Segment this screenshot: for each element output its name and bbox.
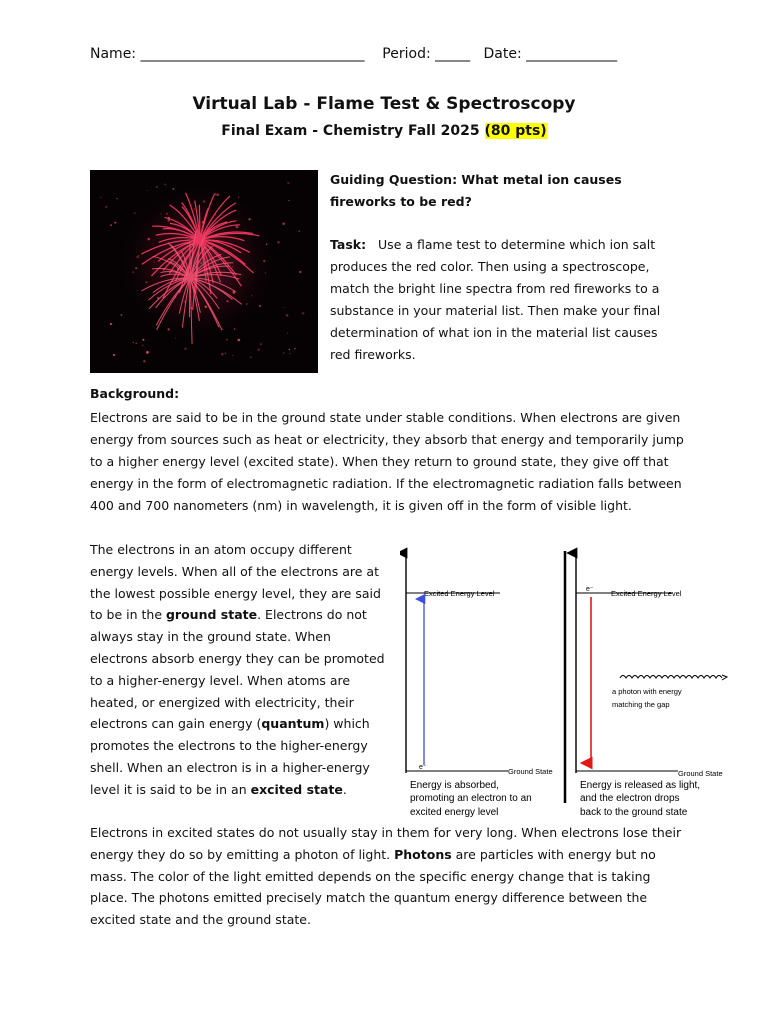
right-excited-label: Excited Energy Level <box>611 589 682 598</box>
firework-spark <box>232 355 233 356</box>
document-title: Virtual Lab - Flame Test & Spectroscopy <box>192 94 576 114</box>
guiding-question: Guiding Question: What metal ion causes fireworks to be red? <box>330 172 622 209</box>
firework-spark <box>287 332 288 333</box>
left-electron: e⁻ <box>419 764 427 771</box>
firework-spark <box>205 306 208 309</box>
firework-spark <box>146 351 149 354</box>
firework-spark <box>184 301 185 302</box>
firework-spark <box>167 219 170 222</box>
firework-spark <box>260 343 262 345</box>
firework-spark <box>222 329 223 330</box>
energy-levels-part4: . <box>342 781 347 797</box>
firework-spark <box>168 328 170 330</box>
firework-spark <box>175 337 176 338</box>
quantum-term: quantum <box>261 716 325 732</box>
photon-label-2: matching the gap <box>612 700 670 709</box>
firework-spark <box>174 296 176 298</box>
firework-spark <box>148 238 151 241</box>
firework-spark <box>183 266 185 268</box>
energy-level-diagram <box>400 545 740 825</box>
firework-spark <box>266 244 268 246</box>
date-label: Date: <box>483 46 522 62</box>
date-field[interactable]: _____________ <box>526 46 618 62</box>
firework-spark <box>114 222 116 224</box>
firework-ray <box>189 278 190 317</box>
firework-spark <box>250 356 252 358</box>
firework-spark <box>105 206 107 208</box>
firework-spark <box>226 300 229 303</box>
student-info-line <box>90 46 690 62</box>
firework-spark <box>251 295 252 296</box>
caption-left-2: promoting an electron to an <box>410 793 532 804</box>
left-excited-label: Excited Energy Level <box>424 589 495 598</box>
firework-spark <box>184 348 187 351</box>
firework-spark <box>200 262 202 264</box>
points-badge: (80 pts) <box>484 123 547 139</box>
firework-spark <box>100 197 101 198</box>
firework-spark <box>135 267 137 269</box>
firework-spark <box>216 194 219 197</box>
firework-spark <box>283 307 284 308</box>
firework-spark <box>143 360 145 362</box>
firework-spark <box>110 224 112 226</box>
firework-spark <box>138 255 139 256</box>
task-text: Use a flame test to determine which ion salt produces the red color. Then using a spectroscope, match the bright line spectra from red fireworks to a substance in your material list. Then make your final determination of what ion in the material list causes red fireworks. <box>330 237 661 362</box>
firework-spark <box>202 221 204 223</box>
firework-spark <box>215 214 217 216</box>
task-section <box>330 234 680 366</box>
firework-spark <box>225 353 226 354</box>
firework-spark <box>157 284 158 285</box>
firework-spark <box>145 281 147 283</box>
right-electron: e⁻ <box>586 586 594 593</box>
photon-part1: Electrons in excited states do not usually stay in them for very long. When electrons lose their energy they do so by emitting a photon of light. <box>90 825 682 862</box>
firework-spark <box>134 212 136 214</box>
name-field[interactable]: ________________________________ <box>140 46 365 62</box>
firework-spark <box>302 312 305 315</box>
caption-left-1: Energy is absorbed, <box>410 780 499 791</box>
firework-spark <box>265 272 266 273</box>
firework-spark <box>156 186 158 188</box>
photon-part2: are particles with energy but no mass. The color of the light emitted depends on the specific energy change that is taking place. The photons emitted precisely match the quantum energy difference between the excited state and the ground state. <box>90 846 656 928</box>
firework-spark <box>237 339 240 342</box>
firework-spark <box>234 328 236 330</box>
ground-state-term: ground state <box>165 607 258 623</box>
firework-spark <box>191 243 193 245</box>
caption-right-1: Energy is released as light, <box>580 780 701 791</box>
period-field[interactable]: _____ <box>435 46 471 62</box>
firework-spark <box>183 248 185 250</box>
firework-spark <box>142 339 144 341</box>
firework-spark <box>147 190 148 191</box>
firework-spark <box>246 303 248 305</box>
firework-spark <box>249 218 251 220</box>
firework-spark <box>172 188 174 190</box>
firework-spark <box>238 197 239 198</box>
firework-spark <box>299 271 301 273</box>
caption-left-3: excited energy level <box>410 807 499 818</box>
firework-spark <box>257 349 259 351</box>
firework-spark <box>289 349 290 350</box>
energy-levels-part1: The electrons in an atom occupy different energy levels. When all of the electrons are at the lowest possible energy level, they are said to be in the <box>90 542 381 623</box>
firework-spark <box>132 271 134 273</box>
firework-spark <box>116 198 117 199</box>
task-label: Task: <box>330 237 367 252</box>
subtitle-text: Final Exam - Chemistry Fall 2025 <box>221 123 480 139</box>
left-ground-label: Ground State <box>508 767 553 776</box>
firework-spark <box>283 352 284 353</box>
background-heading: Background: <box>90 386 180 401</box>
firework-spark <box>282 223 284 225</box>
energy-levels-part2: . Electrons do not always stay in the ground state. When electrons absorb energy they can be promoted to a higher-energy level. When atoms are heated, or energized with electricity, their electrons can gain energy ( <box>90 607 385 732</box>
photon-label-1: a photon with energy <box>612 687 682 696</box>
photon-wave-arrowhead <box>722 675 727 680</box>
energy-levels-part3: ) which promotes the electrons to the higher-energy shell. When an electron is in a higher-energy level it is said to be in an <box>90 716 370 797</box>
firework-spark <box>113 354 115 356</box>
firework-spark <box>259 305 261 307</box>
right-ground-label: Ground State <box>678 769 723 778</box>
firework-spark <box>177 268 180 271</box>
firework-spark <box>203 200 205 202</box>
firework-spark <box>121 314 123 316</box>
firework-spark <box>110 323 112 325</box>
firework-spark <box>225 221 227 223</box>
firework-spark <box>217 240 219 242</box>
firework-spark <box>187 243 189 245</box>
firework-spark <box>298 230 300 232</box>
firework-spark <box>288 200 289 201</box>
firework-spark <box>214 193 217 196</box>
firework-spark <box>190 307 192 309</box>
firework-spark <box>142 345 144 347</box>
firework-spark <box>236 226 239 229</box>
firework-spark <box>287 182 289 184</box>
firework-spark <box>226 339 227 340</box>
firework-spark <box>277 241 279 243</box>
photon-paragraph <box>90 822 690 931</box>
firework-spark <box>263 260 265 262</box>
firework-spark <box>168 217 170 219</box>
fireworks-illustration <box>90 170 318 373</box>
firework-spark <box>166 213 167 214</box>
period-label: Period: <box>382 46 431 62</box>
firework-spark <box>289 353 290 354</box>
energy-levels-paragraph <box>90 539 390 801</box>
firework-spark <box>232 266 233 267</box>
firework-spark <box>164 183 166 185</box>
firework-spark <box>157 297 159 299</box>
background-text: Electrons are said to be in the ground state under stable conditions. When electrons are given energy from sources such as heat or electricity, they absorb that energy and temporarily jump to a higher energy level (excited state). When they return to ground state, they give off that energy in the form of electromagnetic radiation. If the electromagnetic radiation falls between 400 and 700 nanometers (nm) in wavelength, it is given off in the form of visible light. <box>90 410 684 513</box>
name-label: Name: <box>90 46 137 62</box>
photon-wave <box>620 676 722 679</box>
firework-spark <box>218 288 219 289</box>
firework-spark <box>136 256 139 259</box>
fireworks-photo <box>90 170 318 373</box>
caption-right-3: back to the ground state <box>580 807 688 818</box>
firework-spark <box>194 208 195 209</box>
firework-spark <box>233 291 236 294</box>
excited-state-term: excited state <box>250 781 343 797</box>
firework-spark <box>221 353 224 356</box>
firework-spark <box>136 343 137 344</box>
firework-spark <box>160 213 161 214</box>
firework-ray <box>199 205 200 240</box>
firework-spark <box>133 342 135 344</box>
firework-spark <box>294 348 296 350</box>
document-subtitle <box>0 123 768 139</box>
firework-spark <box>286 314 289 317</box>
photons-term: Photons <box>394 846 452 862</box>
caption-right-2: and the electron drops <box>580 793 680 804</box>
firework-spark <box>154 262 155 263</box>
